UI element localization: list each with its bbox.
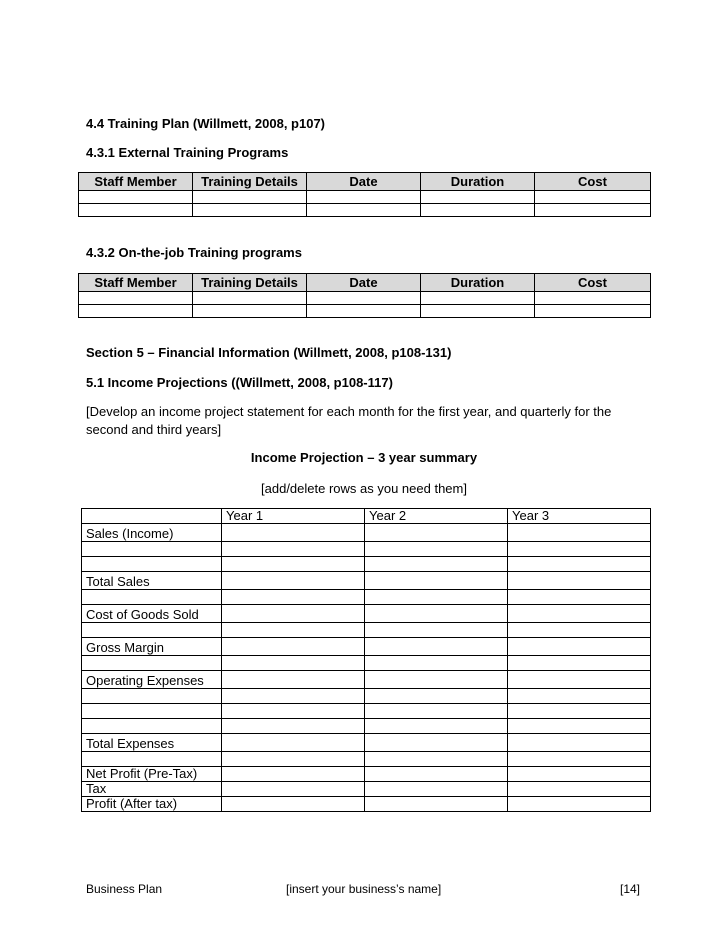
table-row: [82, 734, 651, 752]
table-header-row: [79, 274, 651, 292]
table-row: [79, 191, 651, 204]
col-staff-member: Staff Member: [79, 173, 193, 191]
row-label: [82, 542, 222, 557]
row-label: [82, 752, 222, 767]
table-row: [82, 719, 651, 734]
row-label: Operating Expenses: [82, 671, 222, 689]
row-label: Total Sales: [82, 572, 222, 590]
col-year-2: Year 2: [365, 509, 508, 524]
table-row: [82, 797, 651, 812]
table-row: [82, 590, 651, 605]
footer-center: [insert your business’s name]: [286, 882, 442, 896]
income-projection-table: [81, 508, 651, 812]
table-row: [82, 542, 651, 557]
table-row: [82, 689, 651, 704]
instruction-text: [Develop an income project statement for each month for the first year, and quarterly for the second and third years]: [86, 404, 612, 437]
row-label: Cost of Goods Sold: [82, 605, 222, 623]
table-row: [82, 671, 651, 689]
footer-page-number: [14]: [620, 882, 641, 896]
col-training-details: Training Details: [193, 274, 307, 292]
table-row: [79, 204, 651, 217]
row-label: [82, 656, 222, 671]
row-label: [82, 623, 222, 638]
row-label: [82, 590, 222, 605]
col-cost: Cost: [535, 274, 651, 292]
col-date: Date: [307, 173, 421, 191]
col-cost: Cost: [535, 173, 651, 191]
row-label: Profit (After tax): [82, 797, 222, 812]
row-label: Total Expenses: [82, 734, 222, 752]
table-header-row: [79, 173, 651, 191]
heading-training-plan: 4.4 Training Plan (Willmett, 2008, p107): [86, 116, 326, 131]
footer-left: Business Plan: [86, 882, 163, 896]
table-row: [82, 524, 651, 542]
table-header-row: [82, 509, 651, 524]
external-training-table: [78, 172, 651, 217]
table-row: [82, 572, 651, 590]
col-training-details: Training Details: [193, 173, 307, 191]
income-projection-note: [add/delete rows as you need them]: [261, 481, 467, 496]
income-projection-title: Income Projection – 3 year summary: [250, 450, 478, 465]
table-row: [82, 557, 651, 572]
col-year-3: Year 3: [508, 509, 651, 524]
table-row: [79, 305, 651, 318]
heading-external-training: 4.3.1 External Training Programs: [86, 145, 289, 160]
table-row: [79, 292, 651, 305]
on-the-job-training-table: [78, 273, 651, 318]
table-row: [82, 752, 651, 767]
col-duration: Duration: [421, 173, 535, 191]
col-date: Date: [307, 274, 421, 292]
table-row: [82, 623, 651, 638]
row-label: [82, 704, 222, 719]
heading-on-the-job-training: 4.3.2 On-the-job Training programs: [86, 245, 302, 260]
col-duration: Duration: [421, 274, 535, 292]
col-year-1: Year 1: [222, 509, 365, 524]
row-label: Net Profit (Pre-Tax): [82, 767, 222, 782]
table-row: [82, 605, 651, 623]
row-label: [82, 719, 222, 734]
row-label: [82, 689, 222, 704]
row-label: Sales (Income): [82, 524, 222, 542]
table-row: [82, 638, 651, 656]
section-5-heading: Section 5 – Financial Information (Willmett, 2008, p108-131): [86, 345, 452, 360]
table-row: [82, 656, 651, 671]
table-row: [82, 782, 651, 797]
col-label: [82, 509, 222, 524]
row-label: [82, 557, 222, 572]
heading-income-projections: 5.1 Income Projections ((Willmett, 2008, p108-117): [86, 375, 393, 390]
table-row: [82, 767, 651, 782]
table-row: [82, 704, 651, 719]
row-label: Tax: [82, 782, 222, 797]
row-label: Gross Margin: [82, 638, 222, 656]
col-staff-member: Staff Member: [79, 274, 193, 292]
